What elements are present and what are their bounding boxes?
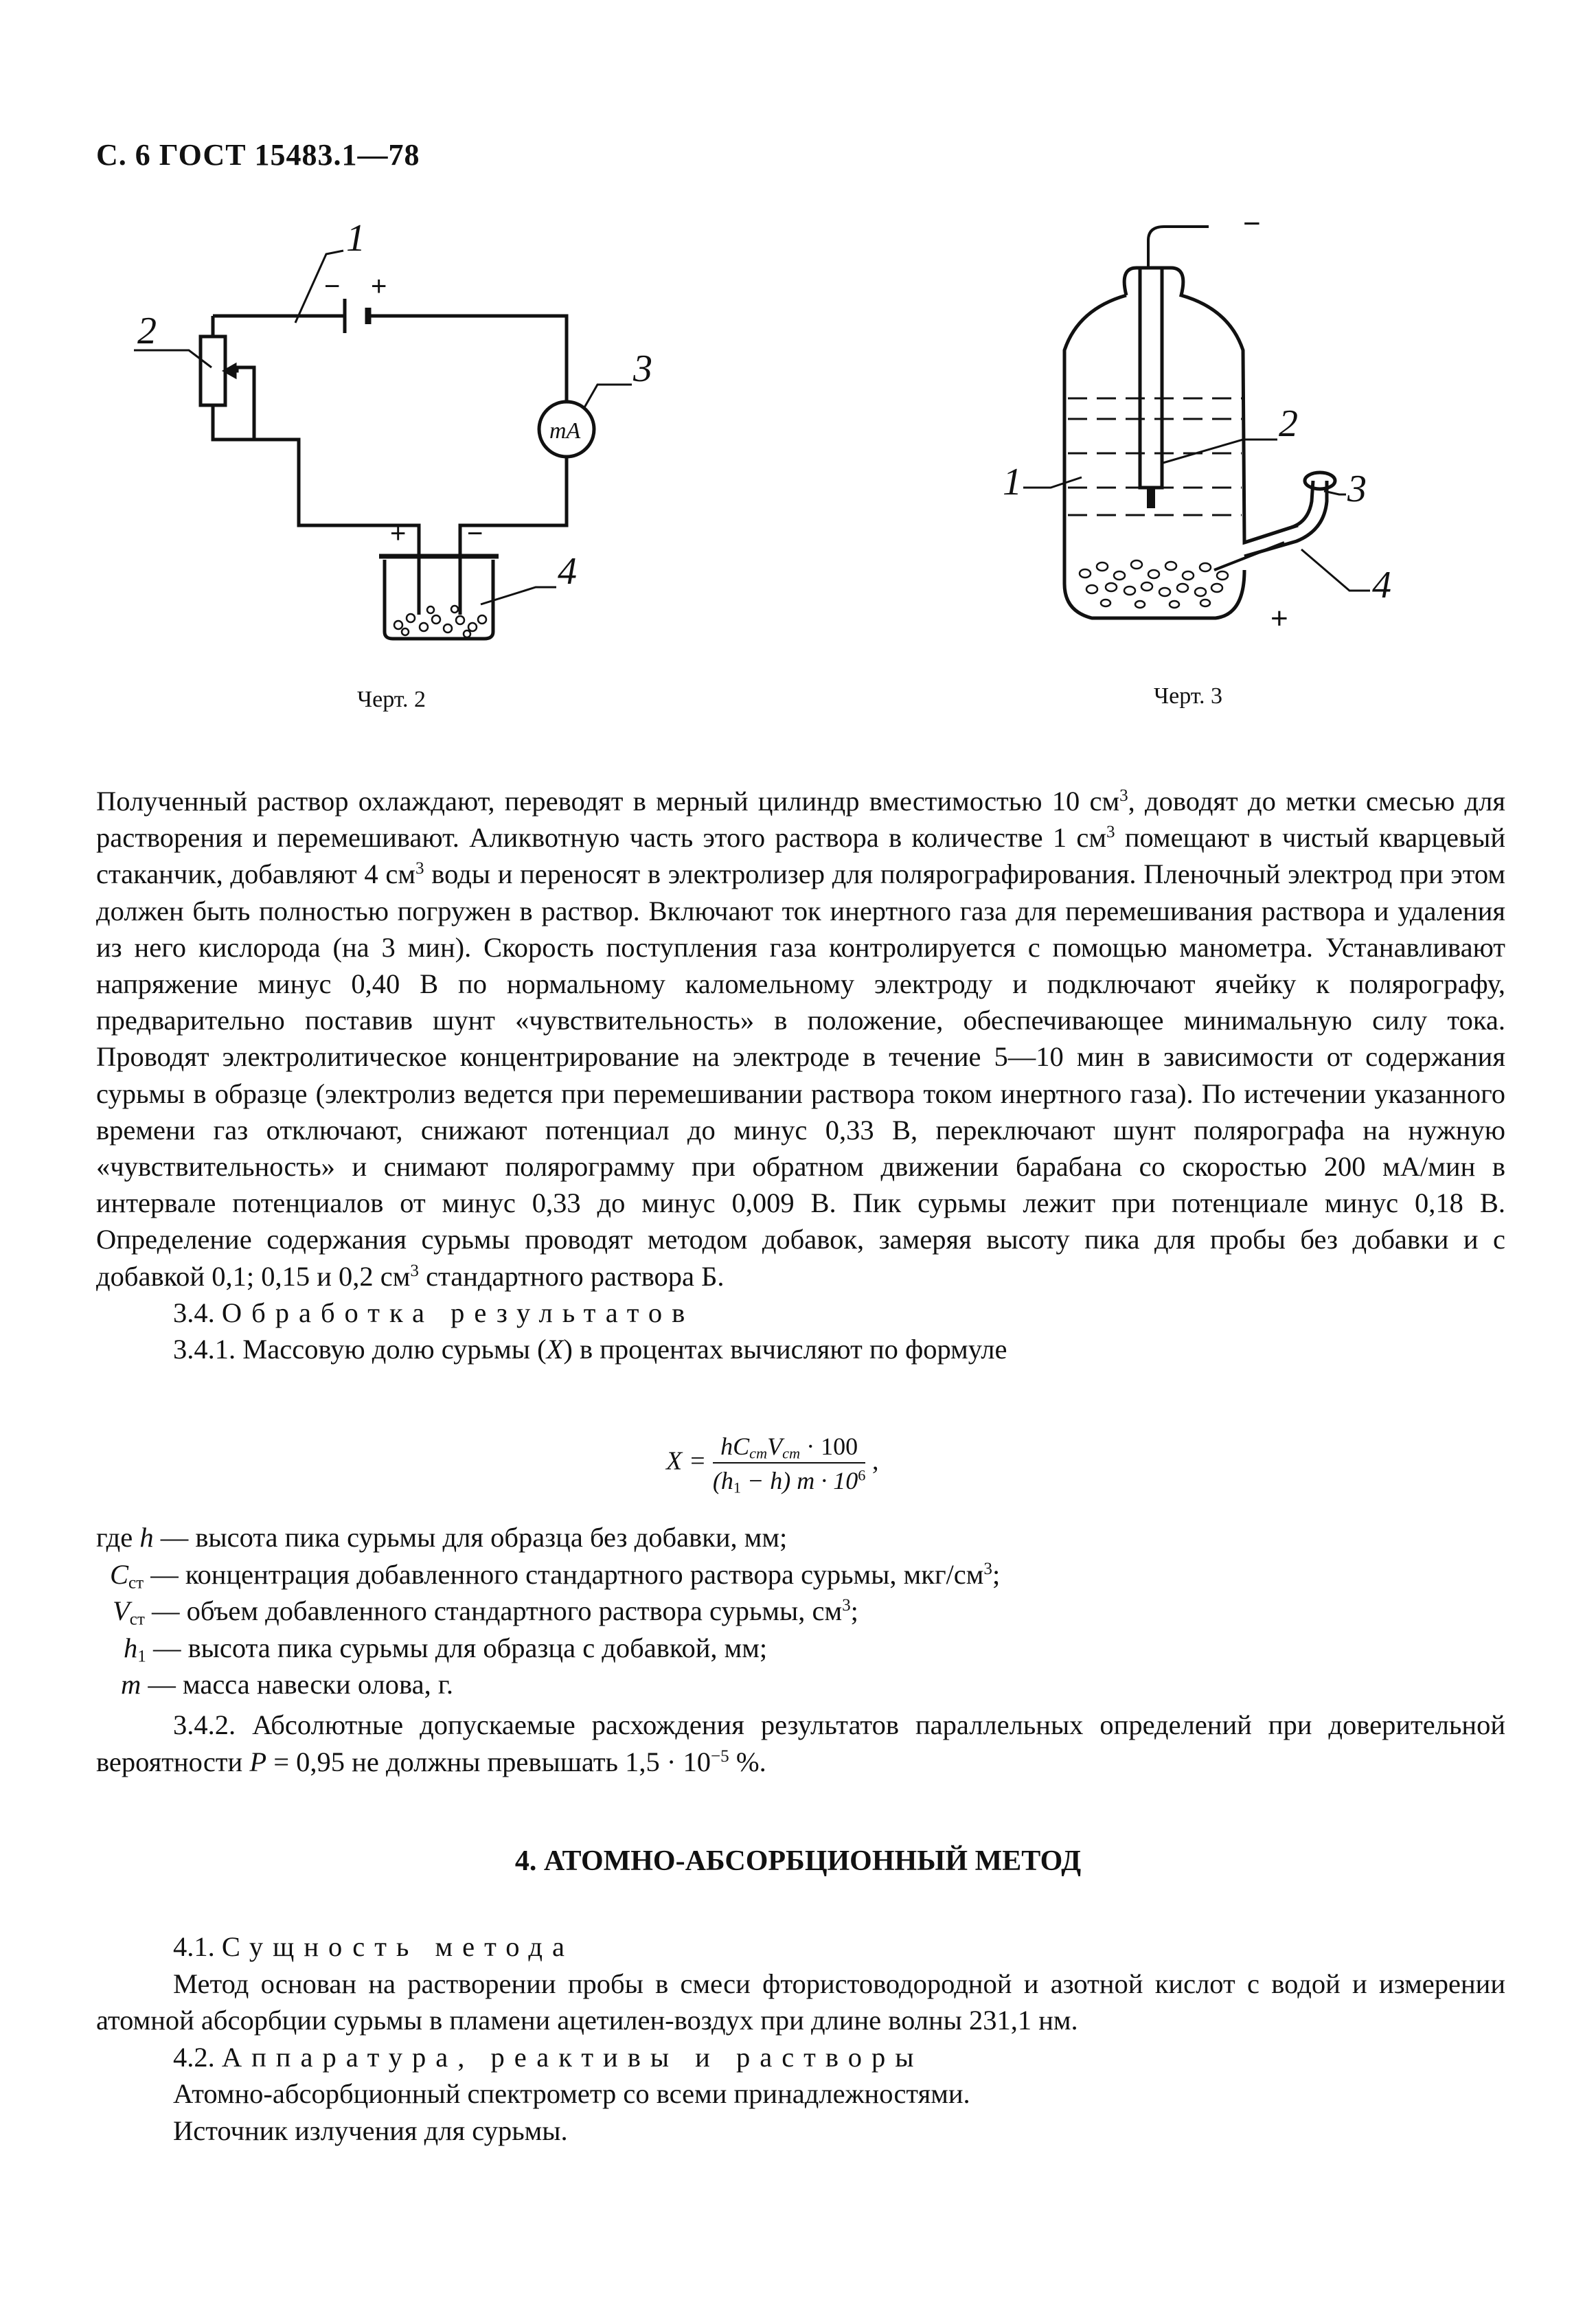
leader-4 (1301, 549, 1370, 591)
wire (371, 316, 567, 402)
subsection-3-4-1: 3.4.1. Массовую долю сурьмы (X) в процентах вычисляют по формуле (173, 1334, 1007, 1365)
label-1: 1 (1003, 461, 1022, 503)
leader-2 (1161, 440, 1277, 464)
side-tube-mouth (1305, 472, 1335, 489)
subsection-4-1-heading: 4.1. Сущность метода (173, 1931, 574, 1962)
definition-m: m — масса навески олова, г. (121, 1669, 454, 1700)
side-tube-outer (1244, 481, 1327, 556)
label-ma: mA (549, 418, 581, 444)
label-4: 4 (558, 550, 577, 593)
electrode-minus-sign: − (467, 519, 483, 549)
subsection-4-1-text: Метод основан на растворении пробы в смеси фтористоводородной и азотной кислот с водой и измерении атомной абсорбции сурьмы в пламени ацетилен-воздух при длине волны 231,1 нм. (96, 1968, 1505, 2036)
label-3: 3 (633, 348, 652, 390)
electrode-tube (1140, 268, 1162, 488)
rheostat (201, 337, 225, 405)
leader-3 (584, 385, 632, 409)
electrode-wire (1148, 227, 1209, 268)
battery-plus-sign: + (371, 271, 387, 301)
formula-denominator: $(h_1 - h) m \cdot 10^6$ (712, 1466, 866, 1496)
tin-granules (1080, 560, 1228, 608)
subsection-4-2-line-1: Атомно-абсорбционный спектрометр со всеми принадлежностями. (173, 2078, 970, 2109)
definition-c: $C_{ст}$ — концентрация добавленного стандартного раствора сурьмы, мкг/$см^3$; (110, 1558, 1001, 1592)
subsection-3-4-2: 3.4.2. Абсолютные допускаемые расхождения результатов параллельных определений при доверительной вероятности P = 0,95 не должны превышать $1,5 \cdot 10^{-5}$ %. (96, 1709, 1505, 1777)
section-4-body (96, 1928, 1505, 2149)
electrode-minus-sign: − (1243, 207, 1261, 240)
rheostat-slider (225, 367, 254, 440)
figure-2 (124, 217, 652, 673)
formula-lhs: X = (666, 1446, 707, 1476)
formula-fraction (713, 1432, 866, 1495)
figure-3 (996, 207, 1408, 652)
formula: X = $\frac{hC_{ст}V_{ст} \cdot 100}{(h_1 - h) m \cdot 10^6}$ , (666, 1433, 879, 1496)
formula-numerator: $hC_{ст}V_{ст} \cdot 100$ (713, 1432, 866, 1464)
definition-h1: $h_1$ — высота пика сурьмы для образца с добавкой, мм; (124, 1632, 768, 1665)
subsection-4-2-line-2: Источник излучения для сурьмы. (173, 2115, 568, 2146)
procedure-text (96, 783, 1505, 1367)
label-1: 1 (346, 217, 365, 260)
label-4: 4 (1372, 564, 1391, 606)
definition-h: где h — высота пика сурьмы для образца без добавки, мм; (96, 1522, 788, 1553)
paragraph-procedure: Полученный раствор охлаждают, переводят в мерный цилиндр вместимостью 10 $см^3$, доводят до метки смесью для растворения и перемешивают. Аликвотную часть этого раствора в количестве 1 $см^3$ помещают в чистый кварцевый стаканчик, добавляют 4 $см^3$ воды и переносят в электролизер для полярографирования. Пленочный электрод при этом должен быть полностью погружен в раствор. Включают ток инертного газа для перемешивания раствора и удаления из него кислорода (на 3 мин). Скорость поступления газа контролируется с помощью манометра. Устанавливают напряжение минус 0,40 В по нормальному каломельному электроду и подключают ячейку к полярографу, предварительно поставив шунт «чувствительность» в положение, обеспечивающее минимальную силу тока. Проводят электролитическое концентрирование на электроде в течение 5—10 мин в зависимости от содержания сурьмы в образце (электролиз ведется при перемешивании раствора током инертного газа). По истечении указанного времени газ отключают, снижают потенциал до минус 0,33 В, переключают шунт полярографа на нужную «чувствительность» и снимают полярограмму при обратном движении барабана со скоростью 200 мА/мин в интервале потенциалов от минус 0,33 до минус 0,009 В. Пик сурьмы лежит при потенциале минус 0,18 В. Определение содержания сурьмы проводят методом добавок, замеряя высоту пика для пробы без добавки и с добавкой 0,1; 0,15 и 0,2 $см^3$ стандартного раствора Б. (96, 786, 1506, 1292)
figure-2-drawing (124, 217, 652, 673)
contact-wire (1214, 543, 1284, 570)
figure-3-drawing (996, 207, 1408, 652)
label-2: 2 (137, 310, 157, 352)
variable-definitions (96, 1519, 1505, 1703)
label-2: 2 (1279, 402, 1298, 445)
figure-3-caption: Черт. 3 (1154, 683, 1223, 709)
electrode-plus-sign: + (390, 519, 407, 549)
definition-v: $V_{ст}$ — объем добавленного стандартного раствора сурьмы, $см^3$; (113, 1595, 858, 1629)
battery-minus-sign: − (324, 271, 341, 301)
subsection-3-4: 3.4. Обработка результатов (173, 1297, 695, 1328)
subsection-4-2-heading: 4.2. Аппаратура, реактивы и растворы (173, 2041, 924, 2073)
leader-1 (1023, 477, 1082, 488)
section-4-title: 4. АТОМНО-АБСОРБЦИОННЫЙ МЕТОД (514, 1845, 1082, 1877)
contact-plus-sign: + (1270, 602, 1288, 635)
label-3: 3 (1347, 468, 1367, 510)
electrolyzer-bubbles (394, 606, 486, 637)
page-header: С. 6 ГОСТ 15483.1—78 (96, 138, 420, 172)
wire (213, 405, 419, 553)
figure-2-caption: Черт. 2 (357, 687, 426, 712)
vessel-outline (1064, 268, 1298, 618)
